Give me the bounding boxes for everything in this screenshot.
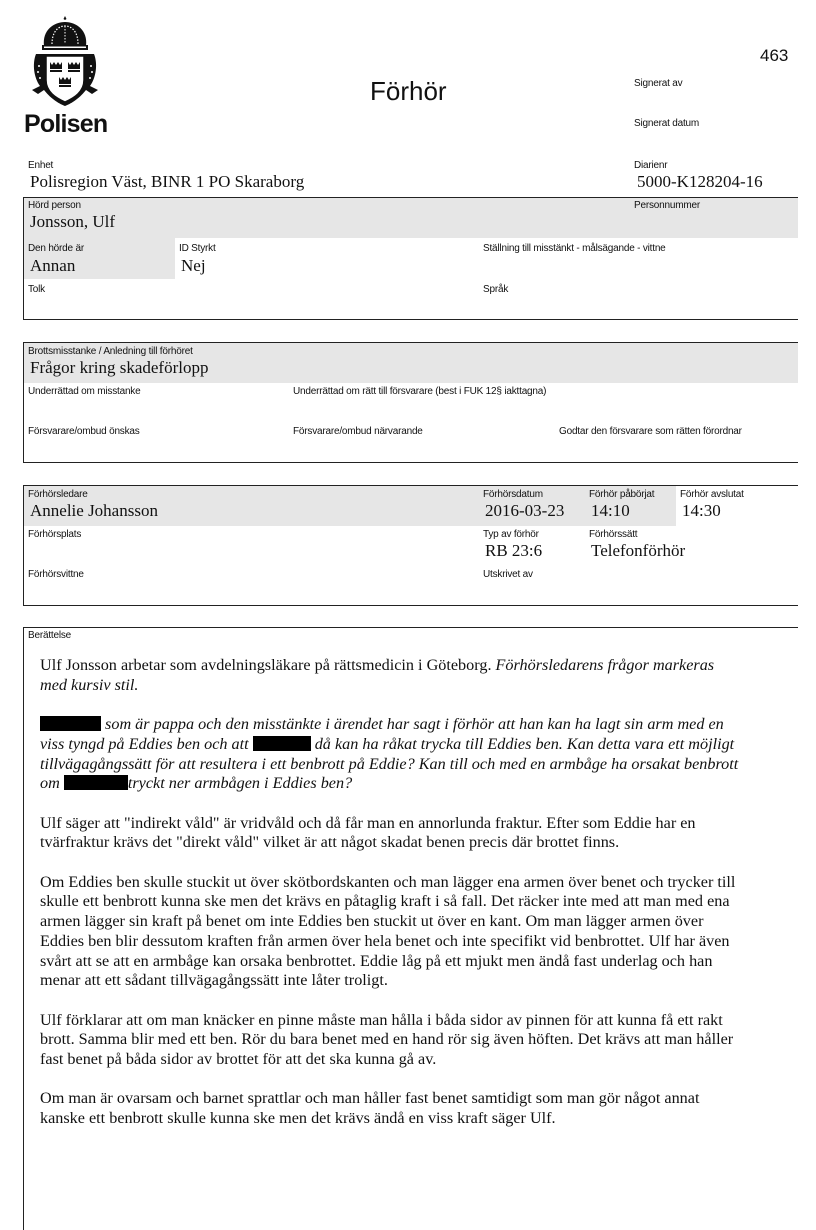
diary-number-value: 5000-K128204-16	[637, 172, 763, 191]
started-value: 14:10	[591, 501, 630, 520]
informed-suspicion-label: Underrättad om misstanke	[28, 386, 141, 397]
signed-date-label: Signerat datum	[634, 118, 700, 129]
redacted-block	[40, 716, 101, 731]
place-label: Förhörsplats	[28, 529, 82, 540]
narrative-question	[40, 715, 740, 794]
leader-label: Förhörsledare	[28, 489, 88, 500]
signed-by-label: Signerat av	[634, 78, 683, 89]
narrative-paragraph: Ulf säger att "indirekt våld" är vridvåld och då får man en annorlunda fraktur. Efter som Eddie har en tvärfraktur krävs det "direkt våld" vilket är att något skadat benen precis där brottet finns.	[40, 813, 696, 852]
narrative-text	[40, 656, 740, 1148]
question-text: tryckt ner armbågen i Eddies ben?	[127, 774, 353, 793]
redacted-block	[253, 736, 311, 751]
witness-label: Förhörsvittne	[28, 569, 84, 580]
narrative-label: Berättelse	[28, 630, 72, 641]
question-text: som är pappa och den misstänkte i ärendet har sagt i förhör att han kan ha lagt sin arm med en viss tyngd på Eddies ben och att	[40, 715, 724, 753]
question-text: då kan ha råkat trycka till Eddies ben. Kan detta vara ett möjligt tillvägagångssätt för att resultera i ett benbrott på Eddie? Kan till och med en armbåge ha orsakat benbrott om	[40, 734, 739, 793]
narrative-intro: Ulf Jonsson arbetar som avdelningsläkare på rättsmedicin i Göteborg.	[40, 656, 496, 674]
narrative-paragraph: Om Eddies ben skulle stuckit ut över skötbordskanten och man lägger ena armen över benet och trycker till skulle ett benbrott kunna ske men det krävs en påtaglig kraft i så fall. Det räcker inte med att man med ena armen lägger sin kraft på benet om inte Eddies ben stuckit ut över en kant. Om man lägger armen över Eddies ben blir dessutom kraften från armen över hela benet och inte specifikt vid benbrottet. Ulf har även svårt att se att en armbåge kan orsaka benbrottet. Eddie låg på ett mjukt men ändå fast underlag och han menar att ett sådant tillvägagångssätt inte låter troligt.	[40, 872, 736, 990]
counsel-present-label: Försvarare/ombud närvarande	[293, 426, 423, 437]
type-label: Typ av förhör	[483, 529, 539, 540]
role-value: Annan	[30, 256, 76, 275]
accepts-counsel-label: Godtar den försvarare som rätten förordnar	[559, 426, 742, 437]
leader-value: Annelie Johansson	[30, 501, 158, 520]
page-title: Förhör	[370, 76, 447, 106]
crest-icon	[22, 14, 108, 110]
unit-label: Enhet	[28, 160, 54, 171]
informed-counsel-label: Underrättad om rätt till försvarare (best i FUK 12§ iakttagna)	[293, 386, 547, 397]
reason-value: Frågor kring skadeförlopp	[30, 358, 209, 377]
ended-value: 14:30	[682, 501, 721, 520]
method-label: Förhörssätt	[589, 529, 638, 540]
ended-label: Förhör avslutat	[680, 489, 744, 500]
heard-person-label: Hörd person	[28, 200, 81, 211]
date-value: 2016-03-23	[485, 501, 565, 520]
page-number: 463	[760, 46, 789, 65]
unit-value: Polisregion Väst, BINR 1 PO Skaraborg	[30, 172, 305, 191]
interpreter-label: Tolk	[28, 284, 45, 295]
narrative-italic-note: Förhörsledarens frågor markeras med kursiv stil.	[40, 656, 715, 694]
type-value: RB 23:6	[485, 541, 543, 560]
counsel-wanted-label: Försvarare/ombud önskas	[28, 426, 140, 437]
reason-label: Brottsmisstanke / Anledning till förhöret	[28, 346, 193, 357]
id-verified-label: ID Styrkt	[179, 243, 216, 254]
started-label: Förhör påbörjat	[589, 489, 655, 500]
role-label: Den hörde är	[28, 243, 84, 254]
narrative-paragraph	[40, 656, 740, 695]
narrative-paragraph: Om man är ovarsam och barnet sprattlar och man håller fast benet samtidigt som man gör något annat kanske ett benbrott skulle kunna ske men det krävs ändå en viss kraft säger Ulf.	[40, 1089, 700, 1128]
date-label: Förhörsdatum	[483, 489, 543, 500]
method-value: Telefonförhör	[591, 541, 686, 560]
position-label: Ställning till misstänkt - målsägande - vittne	[483, 243, 666, 254]
personal-number-label: Personnummer	[634, 200, 700, 211]
diary-number-label: Diarienr	[634, 160, 668, 171]
logo-wordmark: Polisen	[24, 110, 108, 138]
language-label: Språk	[483, 284, 509, 295]
id-verified-value: Nej	[181, 256, 206, 275]
redacted-block	[64, 775, 128, 790]
heard-person-value: Jonsson, Ulf	[30, 212, 116, 231]
written-by-label: Utskrivet av	[483, 569, 533, 580]
narrative-paragraph: Ulf förklarar att om man knäcker en pinne måste man hålla i båda sidor av pinnen för att kunna få ett rakt brott. Samma blir med ett ben. Rör du bara benet med en hand rör sig även höften. Det krävs att man håller fast benet på båda sidor av brottet för att det ska kunna gå av.	[40, 1010, 734, 1068]
